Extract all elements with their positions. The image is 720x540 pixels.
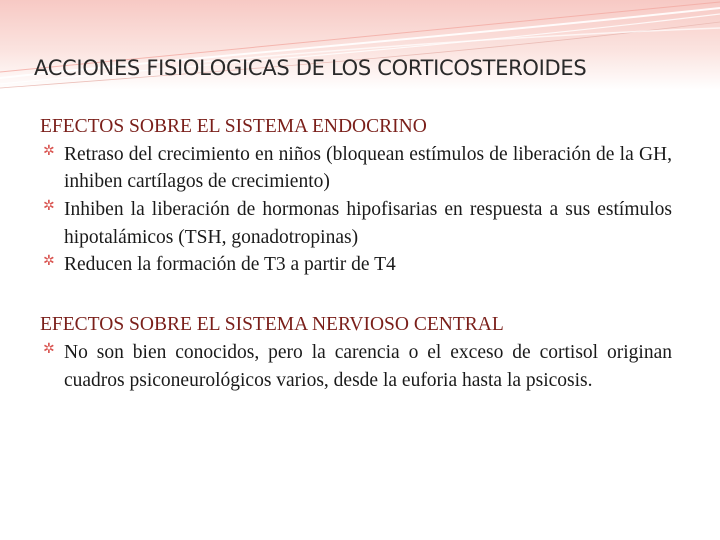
swirl-bullet-icon: ✲ <box>43 143 55 159</box>
bullet-item <box>40 141 672 196</box>
bullet-item <box>40 196 672 251</box>
section-heading-snc: EFECTOS SOBRE EL SISTEMA NERVIOSO CENTRAL <box>40 314 504 336</box>
bullet-item <box>40 339 672 394</box>
bullet-text: Reducen la formación de T3 a partir de T4 <box>64 254 396 276</box>
bullet-list-snc <box>40 339 672 394</box>
section-heading-endocrino: EFECTOS SOBRE EL SISTEMA ENDOCRINO <box>40 116 427 137</box>
bullet-item <box>40 251 672 279</box>
bullet-list-endocrino <box>40 141 672 279</box>
bullet-text: Retraso del crecimiento en niños (bloquean estímulos de liberación de la GH, inhiben cartílagos de crecimiento) <box>64 143 672 193</box>
bullet-text: No son bien conocidos, pero la carencia o el exceso de cortisol originan cuadros psiconeurológicos varios, desde la euforia hasta la psicosis. <box>64 341 672 391</box>
slide-content <box>40 113 672 394</box>
section-gap <box>40 279 672 311</box>
bullet-text: Inhiben la liberación de hormonas hipofisarias en respuesta a sus estímulos hipotalámicos (TSH, gonadotropinas) <box>64 199 672 248</box>
slide-title: ACCIONES FISIOLOGICAS DE LOS CORTICOSTEROIDES <box>34 56 587 80</box>
swirl-bullet-icon: ✲ <box>43 254 55 270</box>
swirl-bullet-icon: ✲ <box>43 199 55 215</box>
swirl-bullet-icon: ✲ <box>43 341 55 357</box>
